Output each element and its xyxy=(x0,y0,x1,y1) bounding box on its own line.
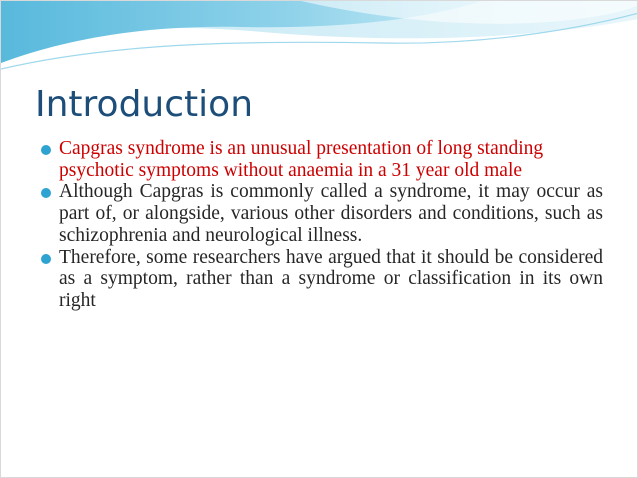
bullet-text: Therefore, some researchers have argued that it should be considered as a symptom, rather than a syndrome or classification in its own right xyxy=(59,246,603,311)
bullet-icon xyxy=(41,254,51,264)
bullet-text: Although Capgras is commonly called a syndrome, it may occur as part of, or alongside, various other disorders and conditions, such as schizophrenia and neurological illness. xyxy=(59,181,603,246)
bullet-list xyxy=(41,138,603,312)
slide-title: Introduction xyxy=(35,84,254,125)
bullet-icon xyxy=(41,145,51,155)
bullet-item xyxy=(41,247,603,312)
bullet-item xyxy=(41,138,603,181)
bullet-item xyxy=(41,181,603,246)
decorative-wave-banner xyxy=(1,1,638,76)
bullet-icon xyxy=(41,188,51,198)
bullet-text: Capgras syndrome is an unusual presentation of long standing psychotic symptoms without anaemia in a 31 year old male xyxy=(59,138,544,181)
